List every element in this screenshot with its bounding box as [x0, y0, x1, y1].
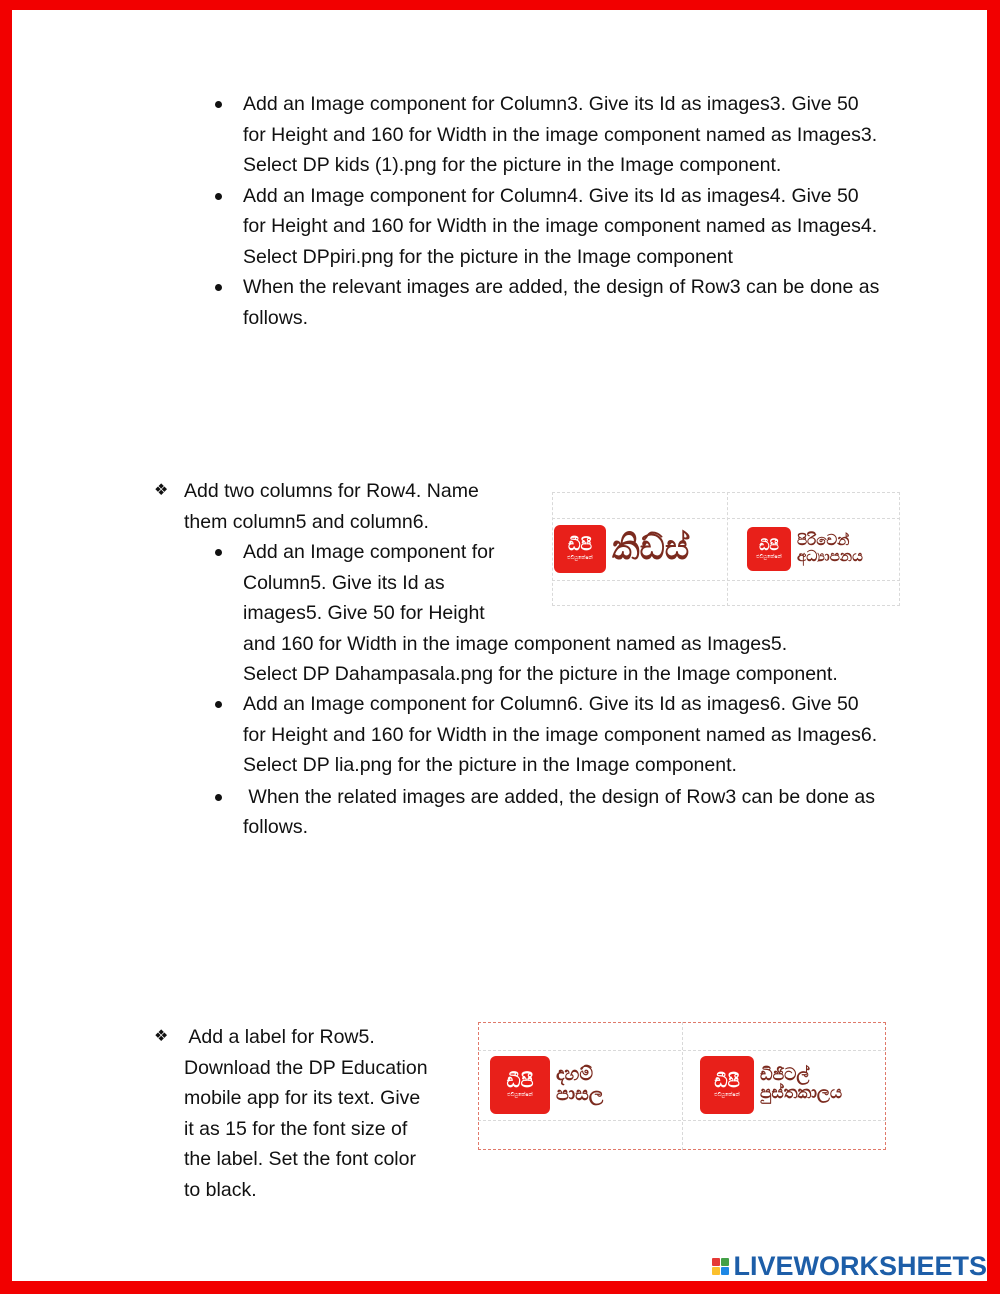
tile-title	[760, 1067, 842, 1103]
tile-title-line: දහම්	[556, 1063, 594, 1086]
row5-paragraph	[154, 1022, 469, 1205]
list-item	[243, 782, 883, 843]
grid-line	[727, 492, 728, 606]
dp-logo-badge	[490, 1056, 550, 1114]
row4-heading-line2: them column5 and column6.	[184, 510, 429, 533]
grid-line	[682, 1022, 683, 1150]
badge-text: ඩීපී	[714, 1070, 740, 1092]
bullet-dot	[215, 284, 222, 291]
grid-line	[552, 518, 900, 519]
list-item	[243, 181, 883, 273]
tile-title: කිඩ්ස්	[612, 528, 690, 569]
tile-title-line: පිරිවෙන්	[797, 531, 850, 550]
badge-text: ඩීපී	[506, 1070, 534, 1092]
dp-logo-badge	[700, 1056, 754, 1114]
bullet-line: Select DP Dahampasala.png for the picture in the Image component.	[243, 663, 838, 685]
liveworksheets-watermark	[712, 1251, 987, 1282]
bullet-dot	[215, 193, 222, 200]
bullet-line: Add an Image component for	[243, 541, 495, 563]
diamond-bullet-icon: ❖	[154, 1028, 169, 1045]
badge-text: ඩීපී	[759, 537, 779, 554]
piriven-tile	[747, 526, 897, 572]
badge-subtext: එඩියුකේෂන්	[507, 1092, 533, 1098]
bullet-text: When the relevant images are added, the design of Row3 can be done as follows.	[243, 276, 880, 329]
bullet-text: Add an Image component for Column3. Give its Id as images3. Give 50 for Height and 160 for Width in the image component named as Images3. Select DP kids (1).png for the picture in the Image component.	[243, 93, 878, 176]
row4-heading-line1: Add two columns for Row4. Name	[184, 480, 479, 502]
tile-title-line: අධ්‍යාපනය	[797, 547, 863, 565]
grid-line	[552, 580, 900, 581]
row4-bullet-list	[243, 689, 883, 843]
row5-design-image	[478, 1022, 886, 1150]
row5-line: mobile app for its text. Give	[184, 1087, 421, 1109]
list-item	[243, 272, 883, 333]
row4-design-image	[552, 492, 900, 606]
row5-line: it as 15 for the font size of	[184, 1117, 408, 1140]
badge-subtext: එඩියුකේෂන්	[567, 555, 593, 561]
tile-title-line: පුස්තකාලය	[760, 1083, 843, 1103]
tile-title	[797, 533, 863, 565]
tile-title-line: පාසල	[556, 1083, 604, 1105]
tile-title	[556, 1065, 603, 1105]
bullet-line: Column5. Give its Id as	[243, 571, 445, 594]
bullet-text: Add an Image component for Column4. Give its Id as images4. Give 50 for Height and 160 for Width in the image component named as Images4. Select DPpiri.png for the picture in the Image component	[243, 184, 878, 268]
digital-library-tile	[700, 1055, 880, 1115]
diamond-bullet-icon: ❖	[154, 482, 169, 499]
row5-line: Download the DP Education	[184, 1056, 428, 1079]
tile-title-line: ඩිජිටල්	[760, 1065, 810, 1086]
dp-logo-badge	[747, 527, 791, 571]
bullet-line: and 160 for Width in the image component named as Images5.	[243, 632, 788, 655]
top-bullet-list	[243, 89, 883, 333]
list-item	[243, 689, 883, 781]
bullet-text: Add an Image component for Column6. Give its Id as images6. Give 50 for Height and 160 for Width in the image component named as Images6. Select DP lia.png for the picture in the Image component.	[243, 693, 878, 776]
badge-subtext: එඩියුකේෂන්	[756, 553, 782, 560]
watermark-text: LIVEWORKSHEETS	[733, 1251, 987, 1281]
row5-line: to black.	[184, 1178, 257, 1201]
bullet-line: images5. Give 50 for Height	[243, 602, 485, 624]
row5-line: Add a label for Row5.	[184, 1026, 375, 1048]
bullet-text: When the related images are added, the design of Row3 can be done as follows.	[243, 785, 881, 838]
list-item	[243, 89, 883, 181]
kids-tile	[554, 524, 724, 574]
bullet-dot	[215, 794, 222, 801]
bullet-dot	[215, 101, 222, 108]
bullet-dot	[215, 701, 222, 708]
bullet-dot	[215, 549, 222, 556]
badge-subtext: එඩියුකේෂන්	[714, 1091, 740, 1098]
liveworksheets-logo-icon	[712, 1258, 729, 1275]
row5-line: the label. Set the font color	[184, 1148, 416, 1170]
badge-text: ඩීපී	[567, 535, 593, 555]
row4-heading	[154, 476, 524, 537]
dahampasala-tile	[490, 1055, 675, 1115]
dp-logo-badge	[554, 525, 606, 573]
